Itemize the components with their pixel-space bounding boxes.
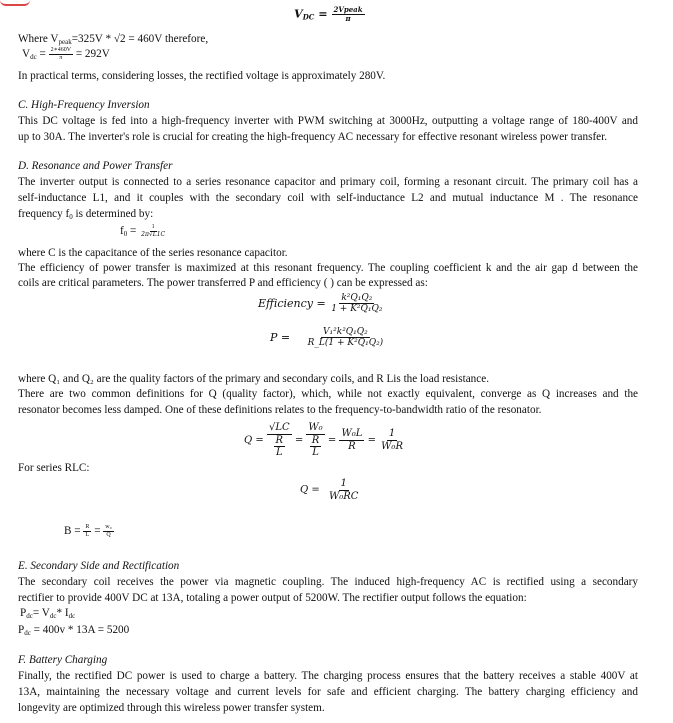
line3-text: frequency f [18,208,70,220]
section-d-heading: D. Resonance and Power Transfer [18,160,173,172]
vdc-calc-denominator: π [59,54,63,61]
q-f3-denominator: R [348,440,356,452]
section-d-line7: where Q₁ and Q₂ are the quality factors of the primary and secondary coils, and R Lis the load resistance. [18,373,489,385]
b-fraction-2 [103,524,113,539]
vdc-denominator: π [345,14,351,24]
q-f2-den-num: R [311,434,320,446]
eq1-rest2: * I [56,607,69,619]
q-f4-numerator: 1 [388,428,396,440]
vdc-calc-symbol: V [22,47,31,60]
section-c-line1: This DC voltage is fed into a high-frequency inverter with PWM switching at 3000Hz, outputting a voltage range of 180-400V and [18,115,638,127]
q2-formula [300,478,360,502]
section-f-line2: 13A, maintaining the necessary voltage and current levels for safe and efficient charging. The battery charging efficiency and [18,686,638,698]
q2-denominator: W₀RC [328,490,359,502]
efficiency-label: Efficiency = [258,296,326,310]
vdc-calc-numerator: 2∗460V [50,47,72,53]
f0-formula [120,224,167,239]
section-c-heading: C. High-Frequency Inversion [18,99,150,111]
section-d-line8: There are two common definitions for Q (quality factor), which, while not exactly equivalent, converge as Q increases and the [18,388,638,400]
section-f-line3: longevity are optimized through this wireless power transfer system. [18,702,325,714]
eq1-sub: dc [26,612,33,620]
line3-rest: is determined by: [72,208,154,220]
b-f1-numerator: R [85,524,90,530]
q-f1-den-den: L [275,447,283,458]
q-f1-den-num: R [275,434,284,446]
eq1-sub2: dc [49,612,57,620]
section-e-heading: E. Secondary Side and Rectification [18,560,180,572]
q-fraction-2 [306,422,324,459]
vdc-subscript: DC [302,12,315,22]
section-e-equation-1 [20,607,75,620]
power-denominator: R_L(1 + K²Q₁Q₂) [307,338,384,349]
section-c-line2: up to 30A. The inverter's role is crucial for creating the high-frequency AC necessary for effective resonant wireless power transfer. [18,131,608,143]
equals-sign: = [318,6,328,21]
q-f3-numerator: W₀L [341,428,363,440]
q-fraction-4 [379,428,405,452]
vdc-numerator: 2Vpeak [333,5,363,14]
section-e-line2: rectifier to provide 400V DC at 13A, totaling a power output of 5200W. The rectifier output follows the equation: [18,592,527,604]
q-f2-numerator: W₀ [308,422,323,433]
vdc-calc-subscript: dc [30,52,37,61]
q2-fraction [327,478,360,502]
eq2-symbol: P [18,624,25,636]
q-f4-denominator: W₀R [381,440,403,452]
section-f-line1: Finally, the rectified DC power is used to charge a battery. The charging process ensures that the battery receives a stable 400V at [18,670,638,682]
section-d-line2: self-inductance L1, and it couples with the secondary coil with self-inductance L2 and mutual inductance M . The resonance [18,192,638,204]
q-fraction-1 [267,422,292,459]
where-prefix: Where V [18,33,59,45]
b-f1-denominator: L [85,531,90,538]
eq2-rest: = 400v * 13A = 5200 [30,624,130,636]
b-f2-numerator: w₀ [105,524,112,530]
where-subscript: peak [58,38,72,46]
line3-subscript: 0 [69,213,73,221]
eq1-sub3: dc [68,612,76,620]
vdc-calc-result: = 292V [75,47,110,60]
vdc-symbol: V [294,6,303,21]
bandwidth-label: B = [64,524,81,537]
power-fraction [306,327,386,349]
efficiency-denominator: 1 + K²Q₁Q₂ [331,304,383,315]
practical-line: In practical terms, considering losses, the rectified voltage is approximately 280V. [18,70,386,82]
section-e-line1: The secondary coil receives the power via magnetic coupling. The induced high-frequency AC is rectified using a secondary [18,576,638,588]
vdc-fraction [332,6,365,23]
series-rlc-label: For series RLC: [18,462,90,474]
where-line [18,33,208,46]
q-f1-numerator: √LC [268,422,290,433]
vdc-formula [294,6,365,23]
where-rest: =325V * √2 = 460V therefore, [71,33,209,45]
q-formula: Q = $\frac{√LC}{\frac{R}{L}}$ = $\frac{\text{W₀}}{\frac{R}{L}}$ = $\frac{\text{W₀L}}{R}$ = $\frac{1}{\text{W₀R}}$ [244,422,403,458]
efficiency-fraction [329,293,384,315]
q2-label: Q = [300,484,320,496]
red-mark-decoration [0,0,30,6]
power-formula [270,327,385,349]
f0-fraction [139,224,167,239]
b-equals: = [94,524,101,537]
b-fraction-1 [83,524,91,539]
eq1-rest: = V [32,607,50,619]
q-label: Q = [244,434,264,446]
f0-symbol: f [120,224,124,237]
eq1-symbol: P [20,607,27,619]
section-f-heading: F. Battery Charging [18,654,108,666]
bandwidth-formula [64,524,114,539]
section-d-line5: The efficiency of power transfer is maximized at this resonant frequency. The coupling coefficient k and the air gap d between the [18,262,638,274]
section-d-line1: The inverter output is connected to a series resonance capacitor and primary coil, forming a resonant circuit. The primary coil has a [18,176,638,188]
efficiency-formula [258,293,385,315]
section-d-line6: coils are critical parameters. The power transferred P and efficiency ( ) can be expressed as: [18,277,428,289]
section-d-line4: where C is the capacitance of the series resonance capacitor. [18,247,288,259]
vdc-calc-fraction [49,47,73,62]
eq2-sub: dc [24,629,31,637]
power-label: P = [270,330,291,344]
q2-numerator: 1 [340,478,347,489]
power-numerator: V₁²k²Q₁Q₂ [323,327,368,337]
f0-subscript: 0 [123,229,128,238]
f0-equals: = [127,224,137,237]
efficiency-numerator: k²Q₁Q₂ [341,293,373,303]
q-f2-den-den: L [312,447,319,458]
section-d-line3 [18,208,153,221]
q-fraction-3 [339,428,364,452]
section-d-line9: resonator becomes less damped. One of these definitions relates to the frequency-to-bandwidth ratio of the resonator. [18,404,542,416]
vdc-calculation: $V_{dc}$ = $\frac{2∗460V}{\pi}$ = 292V [22,47,110,61]
f0-denominator: 2π√L1C [141,230,166,238]
b-f2-denominator: Q [106,531,111,538]
f0-numerator: 1 [151,224,155,230]
section-e-equation-2 [18,624,129,637]
